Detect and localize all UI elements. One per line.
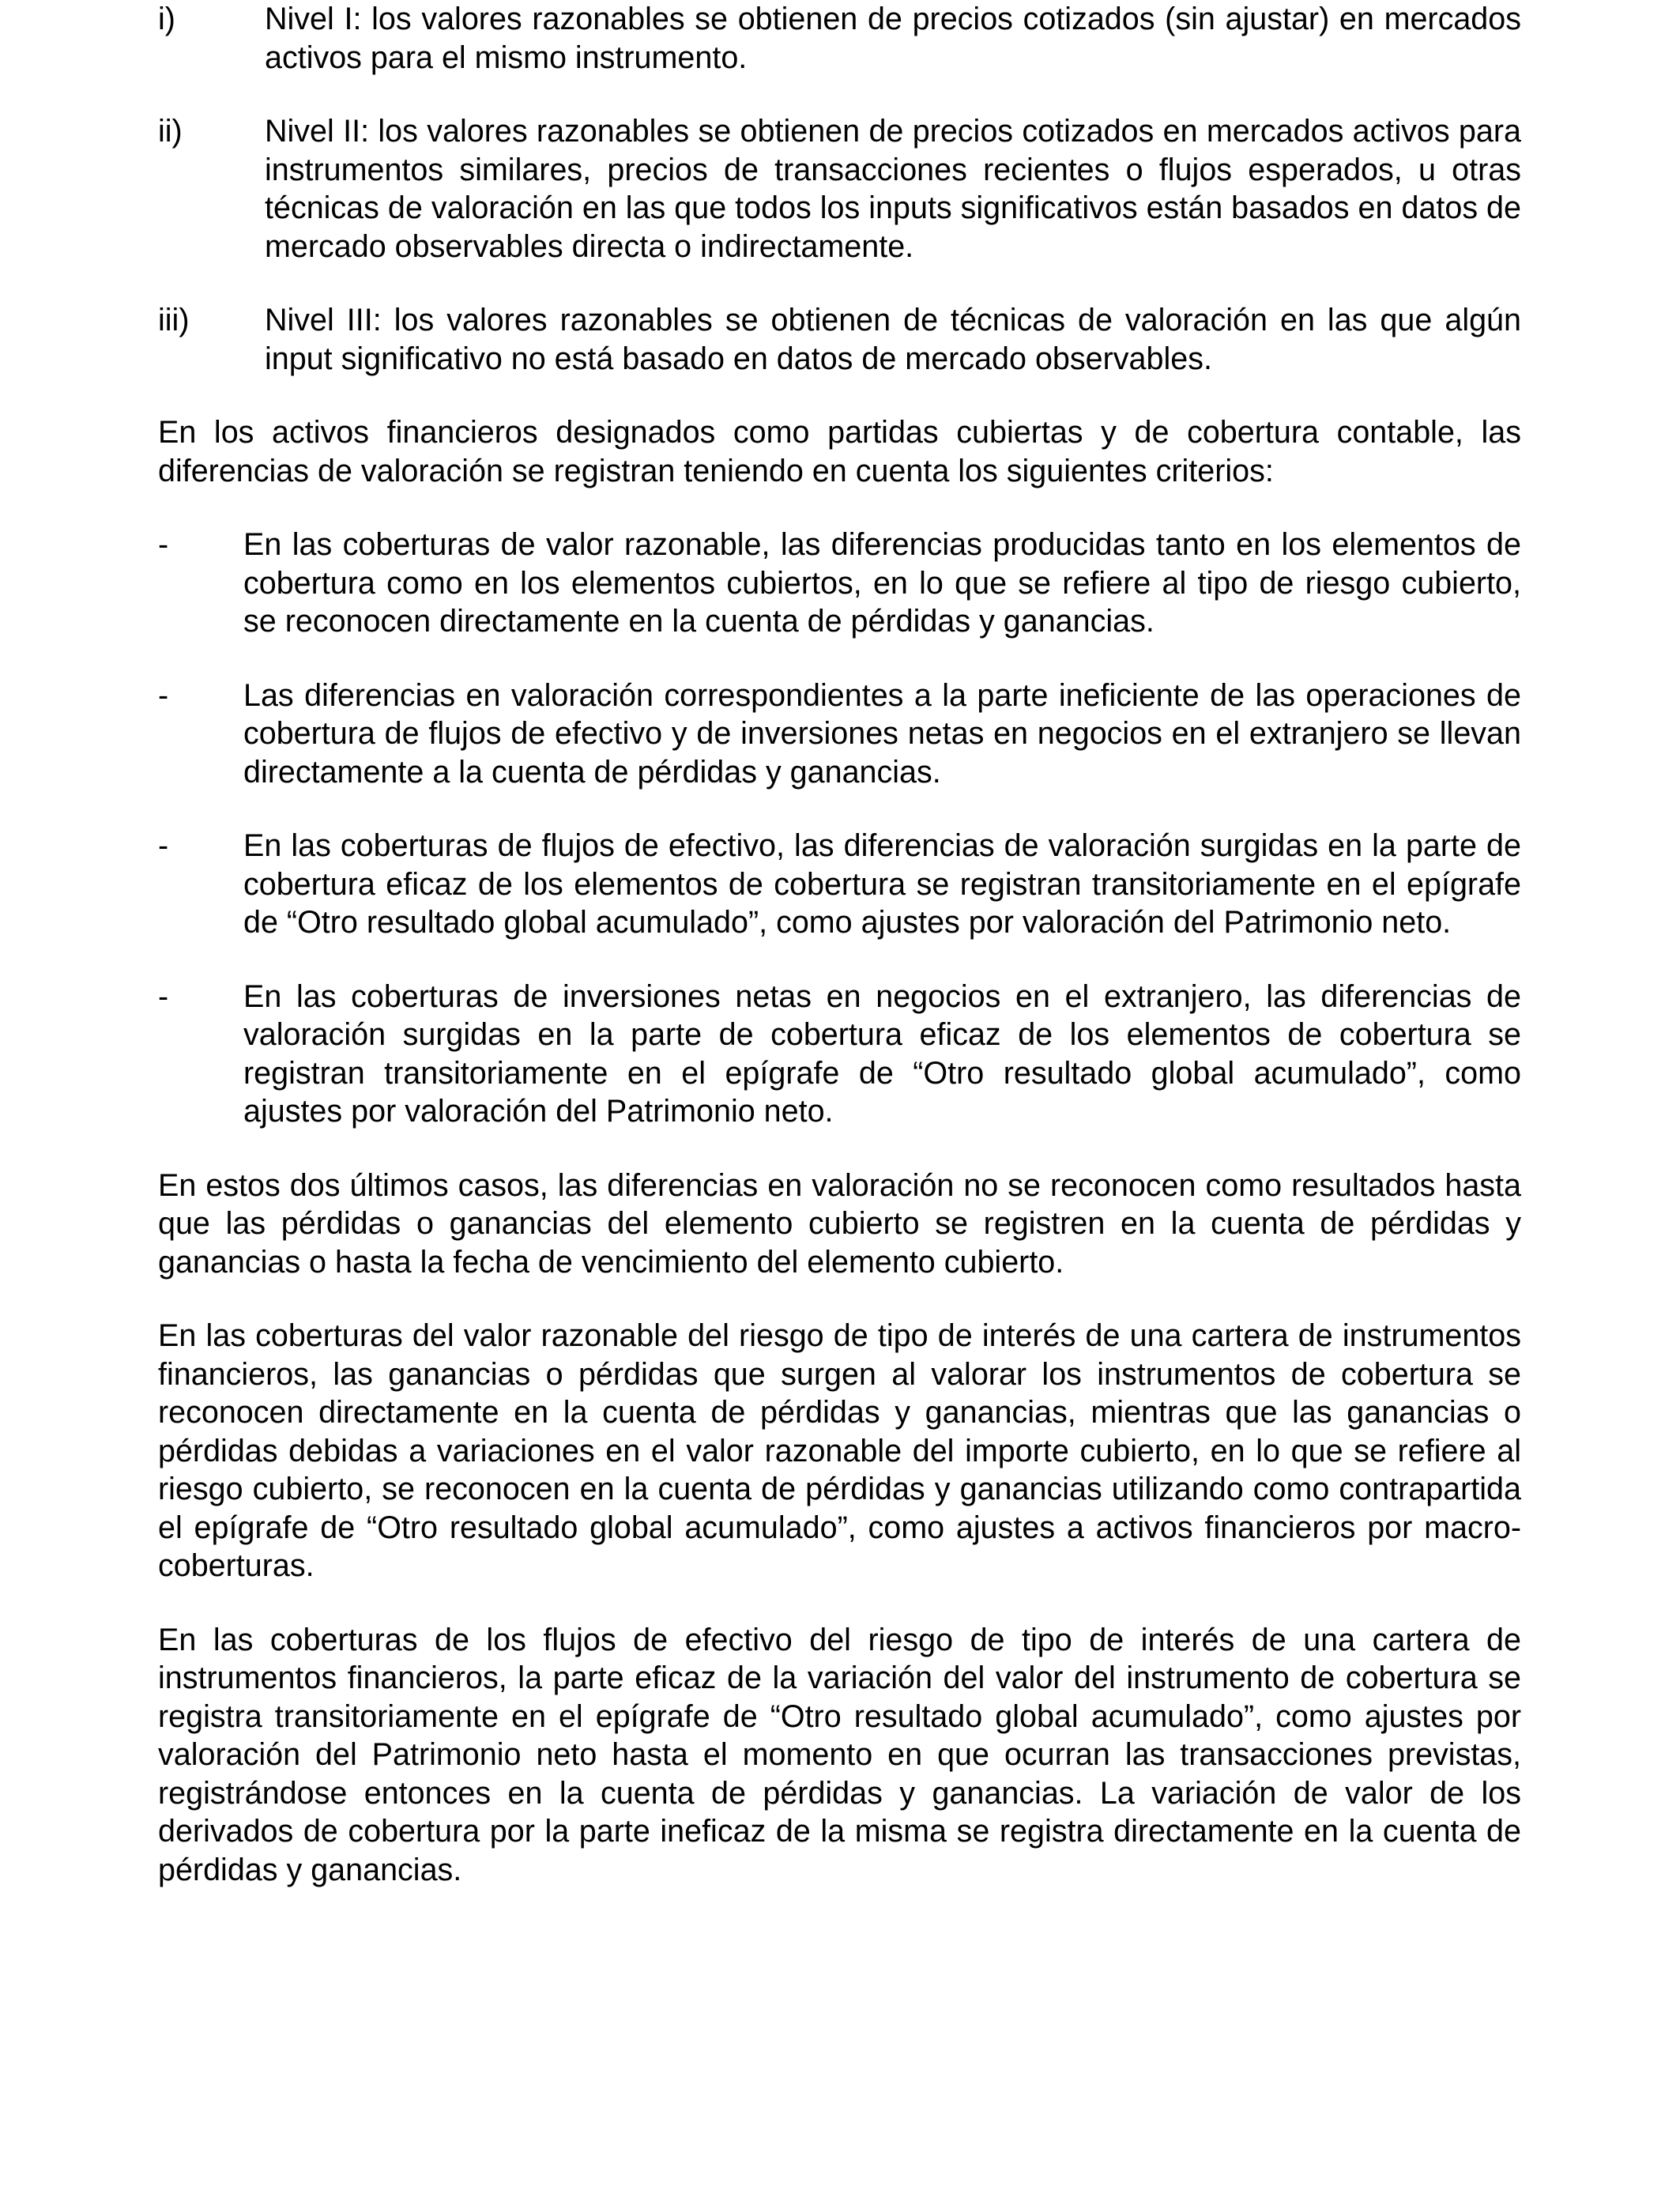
body-paragraph-1: En estos dos últimos casos, las diferencias en valoración no se reconocen como resultados hasta que las pérdidas o ganancias del elemento cubierto se registren en la cuenta de pérdidas y ganancias o hasta la fecha de vencimiento del elemento cubierto. xyxy=(158,1167,1521,1280)
list-marker: ii) xyxy=(158,114,183,149)
list-item-level-2 xyxy=(158,112,1521,266)
list-item-level-3 xyxy=(158,301,1521,378)
list-marker: iii) xyxy=(158,303,190,337)
body-paragraph-3: En las coberturas de los flujos de efectivo del riesgo de tipo de interés de una cartera de instrumentos financieros, la parte eficaz de la variación del valor del instrumento de cobertura se registra transitoriamente en el epígrafe de “Otro resultado global acumulado”, como ajustes por valoración del Patrimonio neto hasta el momento en que ocurran las transacciones previstas, registrándose entonces en la cuenta de pérdidas y ganancias. La variación de valor de los derivados de cobertura por la parte ineficaz de la misma se registra directamente en la cuenta de pérdidas y ganancias. xyxy=(158,1622,1521,1887)
list-marker: i) xyxy=(158,2,175,36)
fair-value-levels-list xyxy=(158,0,1521,378)
list-item-text: Nivel II: los valores razonables se obtienen de precios cotizados en mercados activos para instrumentos similares, precios de transacciones recientes o flujos esperados, u otras técnicas de valoración en las que todos los inputs significativos están basados en datos de mercado observables directa o indirectamente. xyxy=(265,114,1521,264)
list-item-criterion-4 xyxy=(158,978,1521,1131)
list-item-text: En las coberturas de inversiones netas en negocios en el extranjero, las diferencias de valoración surgidas en la parte de cobertura eficaz de los elementos de cobertura se registran transitoriamente en el epígrafe de “Otro resultado global acumulado”, como ajustes por valoración del Patrimonio neto. xyxy=(243,978,1521,1129)
list-item-text: Las diferencias en valoración correspondientes a la parte ineficiente de las operaciones de cobertura de flujos de efectivo y de inversiones netas en negocios en el extranjero se llevan directamente a la cuenta de pérdidas y ganancias. xyxy=(243,677,1521,790)
list-item-text: En las coberturas de valor razonable, las diferencias producidas tanto en los elementos de cobertura como en los elementos cubiertos, en lo que se refiere al tipo de riesgo cubierto, se reconocen directamente en la cuenta de pérdidas y ganancias. xyxy=(243,527,1521,639)
list-item-text: Nivel III: los valores razonables se obtienen de técnicas de valoración en las que algún input significativo no está basado en datos de mercado observables. xyxy=(265,303,1521,376)
list-item-text: En las coberturas de flujos de efectivo, las diferencias de valoración surgidas en la parte de cobertura eficaz de los elementos de cobertura se registran transitoriamente en el epígrafe de “Otro resultado global acumulado”, como ajustes por valoración del Patrimonio neto. xyxy=(243,828,1521,940)
list-item-criterion-3 xyxy=(158,827,1521,942)
list-item-text: Nivel I: los valores razonables se obtienen de precios cotizados (sin ajustar) en mercados activos para el mismo instrumento. xyxy=(265,2,1521,75)
list-item-criterion-1 xyxy=(158,526,1521,641)
list-marker: - xyxy=(158,527,169,562)
body-paragraph-2: En las coberturas del valor razonable del riesgo de tipo de interés de una cartera de instrumentos financieros, las ganancias o pérdidas que surgen al valorar los instrumentos de cobertura se reconocen directamente en la cuenta de pérdidas y ganancias, mientras que las ganancias o pérdidas debidas a variaciones en el valor razonable del importe cubierto, en lo que se refiere al riesgo cubierto, se reconocen en la cuenta de pérdidas y ganancias utilizando como contrapartida el epígrafe de “Otro resultado global acumulado”, como ajustes a activos financieros por macro-coberturas. xyxy=(158,1318,1521,1583)
intro-paragraph: En los activos financieros designados como partidas cubiertas y de cobertura contable, las diferencias de valoración se registran teniendo en cuenta los siguientes criterios: xyxy=(158,415,1521,488)
list-item-criterion-2 xyxy=(158,677,1521,792)
list-marker: - xyxy=(158,978,169,1014)
list-item-level-1 xyxy=(158,0,1521,77)
list-marker: - xyxy=(158,677,169,713)
document-page xyxy=(158,0,1521,1924)
list-marker: - xyxy=(158,828,169,863)
hedge-criteria-list xyxy=(158,526,1521,1131)
